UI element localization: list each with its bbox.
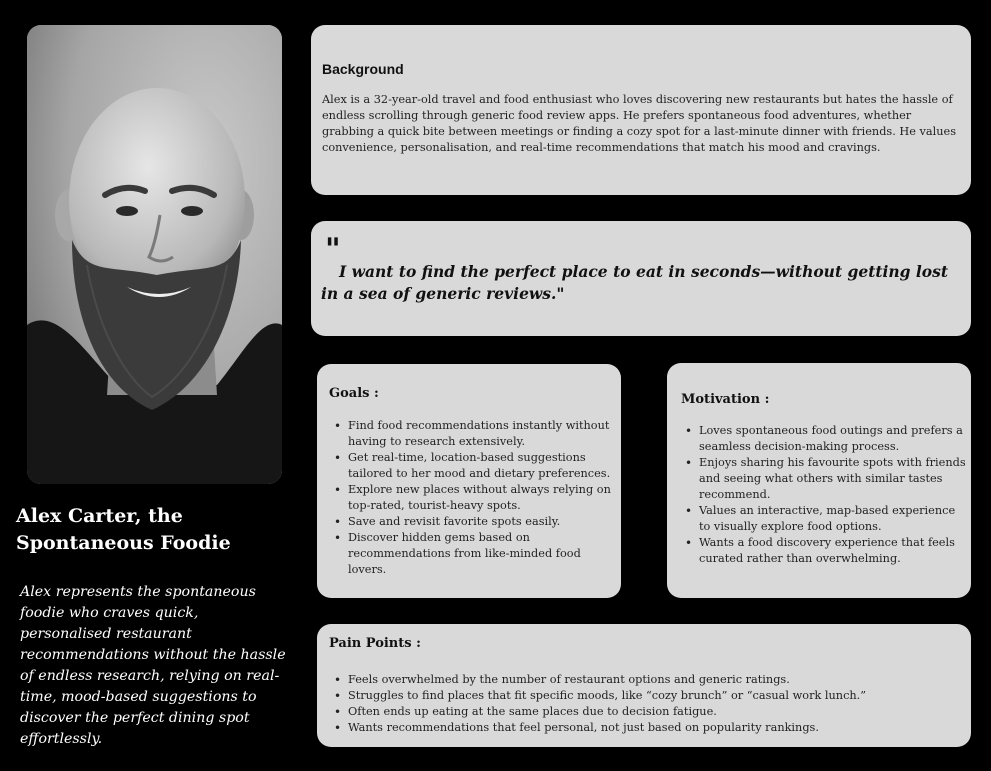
motivation-item: • Wants a food discovery experience that feels curated rather than overwhelming. bbox=[681, 535, 969, 567]
background-title: Background bbox=[322, 61, 404, 77]
pain-point-item: • Feels overwhelmed by the number of restaurant options and generic ratings. bbox=[330, 672, 960, 688]
persona-name: Alex Carter, the Spontaneous Foodie bbox=[16, 505, 231, 554]
goal-item: • Save and revisit favorite spots easily. bbox=[330, 514, 615, 530]
quote-text: I want to find the perfect place to eat in seconds—without getting lost in a sea of generic reviews." bbox=[321, 262, 949, 303]
goal-item: • Get real-time, location-based suggestions tailored to her mood and dietary preferences. bbox=[330, 450, 615, 482]
goal-item: • Discover hidden gems based on recommendations from like-minded food lovers. bbox=[330, 530, 615, 578]
quote-mark: " bbox=[325, 232, 341, 267]
persona-photo bbox=[27, 25, 282, 484]
motivation-title: Motivation : bbox=[681, 392, 770, 407]
pain-points-card bbox=[317, 624, 971, 747]
pain-points-title: Pain Points : bbox=[329, 636, 421, 651]
pain-point-item: • Struggles to find places that fit specific moods, like “cozy brunch” or “casual work lunch.” bbox=[330, 688, 960, 704]
goals-title: Goals : bbox=[329, 386, 379, 401]
quote-card bbox=[311, 221, 971, 336]
pain-points-list bbox=[330, 672, 960, 736]
goal-item: • Explore new places without always relying on top-rated, tourist-heavy spots. bbox=[330, 482, 615, 514]
background-card bbox=[311, 25, 971, 195]
motivation-item: • Values an interactive, map-based experience to visually explore food options. bbox=[681, 503, 969, 535]
goal-item: • Find food recommendations instantly without having to research extensively. bbox=[330, 418, 615, 450]
goals-list bbox=[330, 418, 615, 578]
pain-point-item: • Wants recommendations that feel personal, not just based on popularity rankings. bbox=[330, 720, 960, 736]
motivation-item: • Enjoys sharing his favourite spots with friends and seeing what others with similar tastes recommend. bbox=[681, 455, 969, 503]
goals-card bbox=[317, 364, 621, 598]
motivation-item: • Loves spontaneous food outings and prefers a seamless decision-making process. bbox=[681, 423, 969, 455]
pain-point-item: • Often ends up eating at the same places due to decision fatigue. bbox=[330, 704, 960, 720]
motivation-list bbox=[681, 423, 969, 567]
persona-summary: Alex represents the spontaneous foodie who craves quick, personalised restaurant recommendations without the hassle of endless research, relying on real-time, mood-based suggestions to discover the perfect dining spot effortlessly. bbox=[20, 584, 286, 747]
motivation-card bbox=[667, 363, 971, 598]
background-text: Alex is a 32-year-old travel and food enthusiast who loves discovering new restaurants but hates the hassle of endless scrolling through generic food review apps. He prefers spontaneous food adventures, whether grabbing a quick bite between meetings or finding a cozy spot for a last-minute dinner with friends. He values convenience, personalisation, and real-time recommendations that match his mood and cravings. bbox=[322, 93, 957, 154]
